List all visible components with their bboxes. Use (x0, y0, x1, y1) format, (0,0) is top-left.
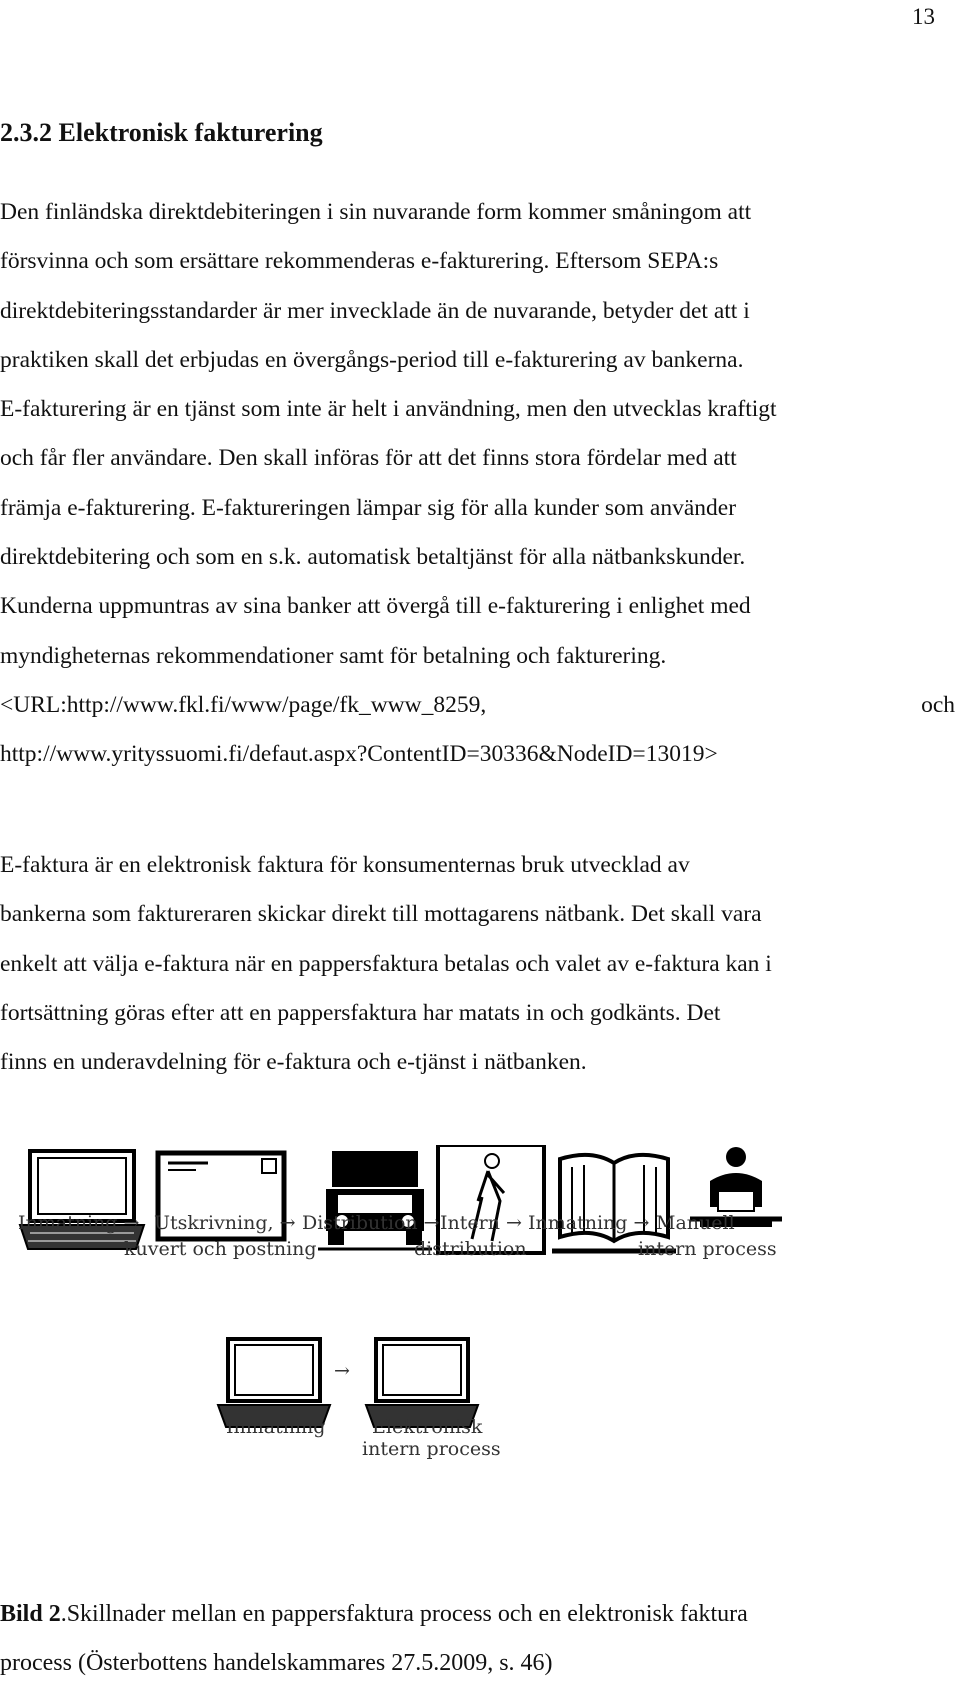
laptop-icon (366, 1339, 478, 1427)
walking-person-icon (438, 1145, 544, 1253)
paragraph-e-fakturering (0, 188, 955, 780)
label-e-inmatning: Inmatning (226, 1416, 326, 1438)
text-line: E-fakturering är en tjänst som inte är helt i användning, men den utvecklas kraftigt (0, 396, 777, 423)
text-line: finns en underavdelning för e-faktura och e-tjänst i nätbanken. (0, 1049, 587, 1076)
caption-line-2: process (Österbottens handelskammares 27.5.2009, s. 46) (0, 1650, 553, 1676)
caption-line-1 (0, 1590, 955, 1639)
label-manuell-intern-process: intern process (638, 1238, 777, 1260)
laptop-icon (20, 1151, 144, 1249)
page-number: 13 (912, 4, 935, 29)
text-line: försvinna och som ersättare rekommenderas e-fakturering. Eftersom SEPA:s (0, 248, 719, 275)
text-line: praktiken skall det erbjudas en övergångs-period till e-fakturering av bankerna. (0, 346, 744, 373)
label-distribution: Distribution → (302, 1212, 440, 1234)
label-kuvert-postning: kuvert och postning (124, 1238, 317, 1260)
label-inmatning-2: Inmatning → (528, 1212, 650, 1234)
text-line: bankerna som faktureraren skickar direkt till mottagarens nätbank. Det skall vara (0, 901, 762, 928)
label-utskrivning: Utskrivning, → (154, 1212, 296, 1234)
text-line: fortsättning göras efter att en pappersfaktura har matats in och godkänts. Det (0, 999, 721, 1026)
laptop-icon (218, 1339, 330, 1427)
url-link-fkl[interactable]: <URL:http://www.fkl.fi/www/page/fk_www_8259, (0, 691, 487, 718)
text-line: enkelt att välja e-faktura när en pappersfaktura betalas och valet av e-faktura kan i (0, 950, 772, 977)
url-conjunction: och (921, 691, 955, 718)
text-line: direktdebiteringsstandarder är mer invecklade än de nuvarande, betyder det att i (0, 297, 750, 324)
url-line (0, 681, 955, 730)
label-manuell: Manuell (656, 1212, 735, 1234)
label-elektronisk-intern-process: intern process (362, 1438, 501, 1460)
label-elektronisk: Elektronisk (372, 1416, 483, 1438)
text-line: direktdebitering och som en s.k. automatisk betaltjänst för alla nätbankskunder. (0, 544, 746, 571)
text-line: Den finländska direktdebiteringen i sin nuvarande form kommer småningom att (0, 199, 752, 225)
figure-caption (0, 1590, 955, 1688)
caption-label: Bild 2 (0, 1601, 61, 1627)
truck-icon (318, 1145, 432, 1251)
text-line: E-faktura är en elektronisk faktura för konsumenternas bruk utvecklad av (0, 852, 690, 878)
label-inmatning: Inmatning → (18, 1212, 140, 1234)
text-line: och får fler användare. Den skall införas för att det finns stora fördelar med att (0, 445, 737, 472)
text-line: främja e-fakturering. E-faktureringen lämpar sig för alla kunder som använder (0, 494, 737, 521)
paragraph-e-faktura (0, 841, 955, 1087)
text-line: myndigheternas rekommendationer samt för betalning och fakturering. (0, 642, 667, 669)
url-link-yrityssuomi[interactable]: http://www.yrityssuomi.fi/defaut.aspx?ContentID=30336&NodeID=13019> (0, 741, 718, 768)
section-heading: 2.3.2 Elektronisk fakturering (0, 118, 323, 147)
open-book-icon (552, 1155, 676, 1251)
text-line: Kunderna uppmuntras av sina banker att övergå till e-fakturering i enlighet med (0, 593, 751, 620)
label-intern: Intern → (440, 1212, 522, 1234)
arrow-icon: → (334, 1360, 350, 1382)
process-figure (0, 1145, 960, 1585)
label-intern-distribution: distribution (414, 1238, 527, 1260)
caption-text: .Skillnader mellan en pappersfaktura process och en elektronisk faktura (60, 1601, 748, 1627)
